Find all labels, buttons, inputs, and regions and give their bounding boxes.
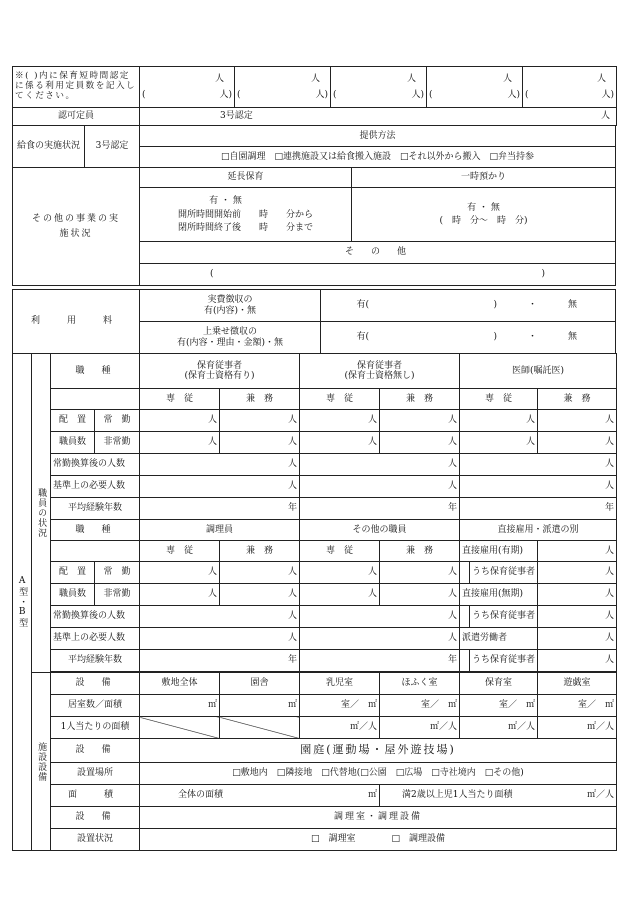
fee-label: 利 用 料 <box>13 290 140 354</box>
staff-count-cell[interactable]: 人 <box>140 562 220 584</box>
extra-fee-value[interactable]: 有( ) ・ 無 <box>321 322 616 354</box>
staff-count-cell[interactable]: 人 <box>140 432 220 454</box>
required-cell[interactable]: 人 <box>460 476 617 498</box>
room-area-cell[interactable]: 室／ ㎡ <box>460 695 538 717</box>
placement-label: 配 置 <box>51 562 95 584</box>
capacity-table <box>12 66 617 126</box>
area-cell[interactable]: ㎡ <box>140 695 220 717</box>
direct-fixed-label: 直接雇用(有期) <box>460 541 538 562</box>
staff-count-cell[interactable]: 人 <box>140 410 220 432</box>
staff-count-cell[interactable]: 人 <box>300 410 380 432</box>
header-nursery-unqualified: 保育従事者 (保育士資格無し) <box>300 354 460 389</box>
equipment-header: 設 備 <box>51 807 140 829</box>
area-cell[interactable]: ㎡ <box>220 695 300 717</box>
fte-cell[interactable]: 人 <box>460 454 617 476</box>
room-area-label: 居室数／面積 <box>51 695 140 717</box>
meal-options[interactable]: □自園調理 □連携施設又は給食搬入施設 □それ以外から搬入 □弁当持参 <box>140 147 616 168</box>
concurrent-header: 兼 務 <box>220 541 300 562</box>
meal-type: 3号認定 <box>85 126 140 168</box>
of-which-nursery-cell[interactable]: 人 <box>538 650 617 672</box>
required-cell[interactable]: 人 <box>140 628 300 650</box>
staff-count-cell[interactable]: 人 <box>300 562 380 584</box>
experience-label: 平均経験年数 <box>51 650 140 672</box>
header-employment-type: 直接雇用・派遣の別 <box>460 520 617 541</box>
kitchen-header: 調理室・調理設備 <box>140 807 617 829</box>
col-site: 敷地全体 <box>140 673 220 695</box>
capacity-cell[interactable]: 人 ( 人) <box>140 67 235 108</box>
staff-count-label: 職員数 <box>51 432 95 454</box>
dispatch-label: 派遣労働者 <box>460 628 538 650</box>
staff-count-cell[interactable]: 人 <box>460 410 538 432</box>
ab-type-label: A型・B型 <box>13 354 32 851</box>
concurrent-header: 兼 務 <box>220 389 300 410</box>
required-label: 基準上の必要人数 <box>51 476 140 498</box>
extended-care-details[interactable]: 有 ・ 無 開所時間開始前 時 分から 閉所時間終了後 時 分まで <box>140 188 352 242</box>
staff-count-cell[interactable]: 人 <box>220 410 300 432</box>
header-nursery-qualified: 保育従事者 (保育士資格有り) <box>140 354 300 389</box>
experience-cell[interactable]: 年 <box>140 498 300 520</box>
ninka-value[interactable]: 3号認定 人 <box>140 108 617 126</box>
experience-cell[interactable]: 年 <box>300 498 460 520</box>
staff-count-label: 職員数 <box>51 584 95 606</box>
direct-permanent-cell[interactable]: 人 <box>538 584 617 606</box>
header-other-staff: その他の職員 <box>300 520 460 541</box>
required-label: 基準上の必要人数 <box>51 628 140 650</box>
of-which-nursery-label: うち保育従事者 <box>470 562 538 584</box>
meal-table <box>12 125 616 168</box>
diagonal-cell <box>140 717 220 739</box>
capacity-cell[interactable]: 人 ( 人) <box>235 67 331 108</box>
per-child-cell[interactable]: ㎡／人 <box>300 717 380 739</box>
col-crawling-room: ほふく室 <box>380 673 460 695</box>
col-play-room: 遊戯室 <box>538 673 617 695</box>
room-area-cell[interactable]: 室／ ㎡ <box>380 695 460 717</box>
concurrent-header: 兼 務 <box>380 389 460 410</box>
fte-cell[interactable]: 人 <box>140 454 300 476</box>
placement-label: 配 置 <box>51 410 95 432</box>
per-child-over2-cell[interactable]: 満2歳以上児1人当たり面積 ㎡／人 <box>380 785 617 807</box>
facility-label: 施設設備 <box>32 673 51 851</box>
staff-count-cell[interactable]: 人 <box>220 562 300 584</box>
fte-cell[interactable]: 人 <box>300 454 460 476</box>
equipment-header: 設 備 <box>51 739 140 763</box>
staff-count-cell[interactable]: 人 <box>538 410 617 432</box>
of-which-nursery-cell[interactable]: 人 <box>538 606 617 628</box>
fulltime-header: 専 従 <box>140 389 220 410</box>
per-child-area-label: 1人当たりの面積 <box>51 717 140 739</box>
experience-cell[interactable]: 年 <box>460 498 617 520</box>
capacity-cell[interactable]: 人 ( 人) <box>331 67 427 108</box>
temporary-care-details[interactable]: 有 ・ 無 ( 時 分～ 時 分) <box>352 188 616 242</box>
fulltime-header: 専 従 <box>300 389 380 410</box>
temporary-care-header: 一時預かり <box>352 168 616 188</box>
staff-count-cell[interactable]: 人 <box>380 410 460 432</box>
ab-type-table <box>12 353 617 851</box>
fte-cell[interactable]: 人 <box>140 606 300 628</box>
kitchen-options[interactable]: □ 調理室 □ 調理設備 <box>140 829 617 851</box>
dispatch-cell[interactable]: 人 <box>538 628 617 650</box>
direct-fixed-cell[interactable]: 人 <box>538 541 617 562</box>
playground-header: 園庭(運動場・屋外遊技場) <box>140 739 617 763</box>
diagonal-cell <box>220 717 300 739</box>
staff-count-cell[interactable]: 人 <box>140 584 220 606</box>
meal-label: 給食の実施状況 <box>13 126 85 168</box>
actual-cost-value[interactable]: 有( ) ・ 無 <box>321 290 616 322</box>
location-options[interactable]: □敷地内 □隣接地 □代替地(□公園 □広場 □寺社境内 □その他) <box>140 763 617 785</box>
col-nursery-room: 保育室 <box>460 673 538 695</box>
of-which-nursery-label: うち保育従事者 <box>470 650 538 672</box>
staff-count-cell[interactable]: 人 <box>220 432 300 454</box>
experience-cell[interactable]: 年 <box>300 650 460 672</box>
of-which-nursery-cell[interactable]: 人 <box>538 562 617 584</box>
per-child-cell[interactable]: ㎡／人 <box>538 717 617 739</box>
concurrent-header: 兼 務 <box>538 389 617 410</box>
fee-table <box>12 289 616 354</box>
parttime-label: 非常勤 <box>95 584 140 606</box>
other-projects-table <box>12 167 616 286</box>
equipment-header: 設 備 <box>51 673 140 695</box>
parttime-label: 非常勤 <box>95 432 140 454</box>
total-area-cell[interactable]: 全体の面積 ㎡ <box>140 785 380 807</box>
other-details[interactable]: ( ) <box>140 264 616 286</box>
regular-label: 常 勤 <box>95 562 140 584</box>
fulltime-header: 専 従 <box>300 541 380 562</box>
required-cell[interactable]: 人 <box>300 628 460 650</box>
other-header: そ の 他 <box>140 242 616 264</box>
direct-permanent-label: 直接雇用(無期) <box>460 584 538 606</box>
capacity-cell[interactable]: 人 ( 人) <box>523 67 617 108</box>
of-which-nursery-label: うち保育従事者 <box>470 606 538 628</box>
kitchen-status-label: 設置状況 <box>51 829 140 851</box>
capacity-note: ※( )内に保育短時間認定に係る利用定員数を記入してください。 <box>13 67 140 108</box>
staff-count-cell[interactable]: 人 <box>380 584 460 606</box>
extended-care-header: 延長保育 <box>140 168 352 188</box>
extra-fee-label: 上乗せ徴収の 有(内容・理由・金額)・無 <box>140 322 321 354</box>
job-type-header: 職 種 <box>51 354 140 389</box>
meal-method-header: 提供方法 <box>140 126 616 147</box>
required-cell[interactable]: 人 <box>140 476 300 498</box>
per-child-cell[interactable]: ㎡／人 <box>380 717 460 739</box>
concurrent-header: 兼 務 <box>380 541 460 562</box>
regular-label: 常 勤 <box>95 410 140 432</box>
location-label: 設置場所 <box>51 763 140 785</box>
ninka-label: 認可定員 <box>13 108 140 126</box>
required-cell[interactable]: 人 <box>300 476 460 498</box>
actual-cost-label: 実費徴収の 有(内容)・無 <box>140 290 321 322</box>
room-area-cell[interactable]: 室／ ㎡ <box>300 695 380 717</box>
staff-count-cell[interactable]: 人 <box>538 432 617 454</box>
fulltime-header: 専 従 <box>460 389 538 410</box>
col-infant-room: 乳児室 <box>300 673 380 695</box>
staff-count-cell[interactable]: 人 <box>460 432 538 454</box>
col-building: 園舎 <box>220 673 300 695</box>
room-area-cell[interactable]: 室／ ㎡ <box>538 695 617 717</box>
experience-label: 平均経験年数 <box>51 498 140 520</box>
staff-count-cell[interactable]: 人 <box>300 432 380 454</box>
fte-label: 常勤換算後の人数 <box>51 606 140 628</box>
staff-count-cell[interactable]: 人 <box>380 432 460 454</box>
staff-count-cell[interactable]: 人 <box>300 584 380 606</box>
area-label: 面 積 <box>51 785 140 807</box>
fte-label: 常勤換算後の人数 <box>51 454 140 476</box>
job-type-header: 職 種 <box>51 520 140 541</box>
staff-count-cell[interactable]: 人 <box>380 562 460 584</box>
capacity-cell[interactable]: 人 ( 人) <box>427 67 523 108</box>
header-cook: 調理員 <box>140 520 300 541</box>
fte-cell[interactable]: 人 <box>300 606 460 628</box>
experience-cell[interactable]: 年 <box>140 650 300 672</box>
staff-count-cell[interactable]: 人 <box>220 584 300 606</box>
staff-status-label: 職員の状況 <box>32 354 51 673</box>
fulltime-header: 専 従 <box>140 541 220 562</box>
header-doctor: 医師(嘱託医) <box>460 354 617 389</box>
other-projects-label: その他の事業の実施状況 <box>13 168 140 286</box>
per-child-cell[interactable]: ㎡／人 <box>460 717 538 739</box>
